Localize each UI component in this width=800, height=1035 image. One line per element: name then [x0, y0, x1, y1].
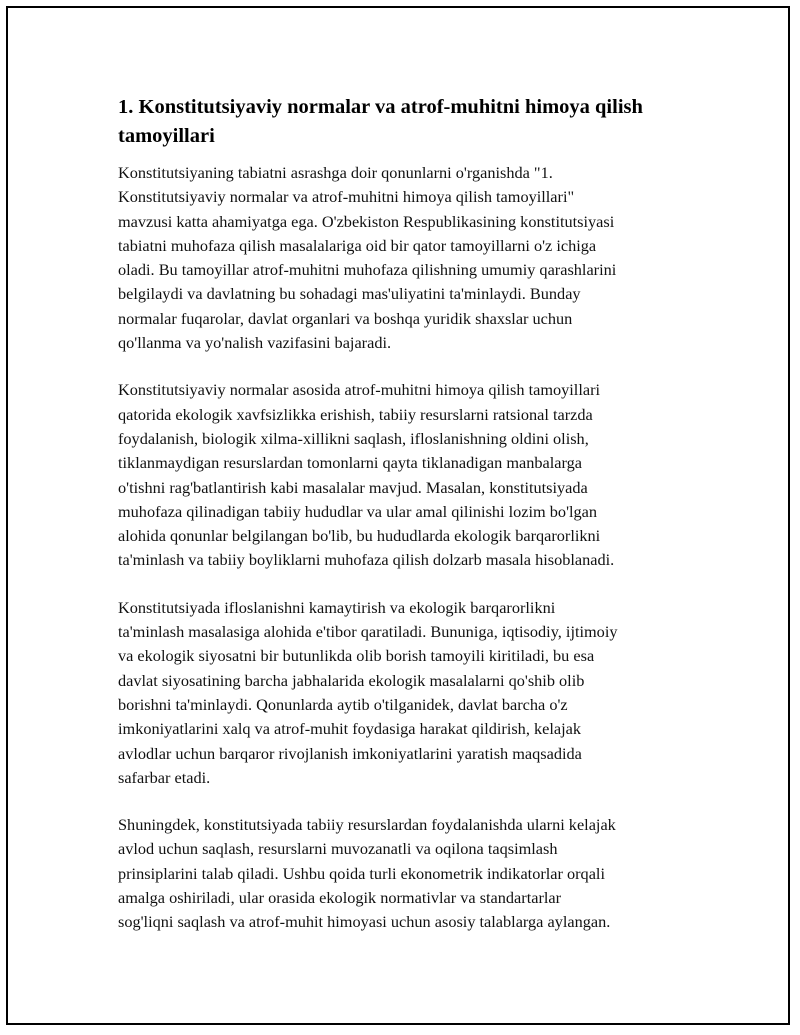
paragraph-2: Konstitutsiyaviy normalar asosida atrof-muhitni himoya qilish tamoyillari qatorida ekologik xavfsizlikka erishish, tabiiy resurslarni ratsional tarzda foydalanish, biologik xilma-xillikni saqlash, ifloslanishning oldini olish, tiklanmaydigan resurslardan tomonlarni qayta tiklanadigan manbalarga o'tishni rag'batlantirish kabi masalalar mavjud. Masalan, konstitutsiyada muhofaza qilinadigan tabiiy hududlar va ular amal qilinishi lozim bo'lgan alohida qonunlar belgilangan bo'lib, bu hududlarda ekologik barqarorlikni ta'minlash va tabiiy boyliklarni muhofaza qilish dolzarb masala hisoblanadi. [118, 380, 615, 570]
document-title: 1. Konstitutsiyaviy normalar va atrof-muhitni himoya qilish tamoyillari [118, 96, 643, 147]
document-body [118, 93, 688, 958]
paragraph-4: Shuningdek, konstitutsiyada tabiiy resurslardan foydalanishda ularni kelajak avlod uchun saqlash, resurslarni muvozanatli va oqilona taqsimlash prinsiplarini talab qiladi. Ushbu qoida turli ekonometrik indikatorlar orqali amalga oshiriladi, ular orasida ekologik normativlar va standartarlar sog'liqni saqlash va atrof-muhit himoyasi uchun asosiy talablarga aylangan. [118, 815, 616, 932]
paragraph-1: Konstitutsiyaning tabiatni asrashga doir qonunlarni o'rganishda "1. Konstitutsiyaviy normalar va atrof-muhitni himoya qilish tamoyillari" mavzusi katta ahamiyatga ega. O'zbekiston Respublikasining konstitutsiyasi tabiatni muhofaza qilish masalalariga oid bir qator tamoyillarni o'z ichiga oladi. Bu tamoyillar atrof-muhitni muhofaza qilishning umumiy qarashlarini belgilaydi va davlatning bu sohadagi mas'uliyatini ta'minlaydi. Bunday normalar fuqarolar, davlat organlari va boshqa yuridik shaxslar uchun qo'llanma va yo'nalish vazifasini bajaradi. [118, 163, 617, 353]
paragraph-3: Konstitutsiyada ifloslanishni kamaytirish va ekologik barqarorlikni ta'minlash masalasiga alohida e'tibor qaratiladi. Bununiga, iqtisodiy, ijtimoiy va ekologik siyosatni bir butunlikda olib borish tamoyili kiritiladi, bu esa davlat siyosatining barcha jabhalarida ekologik masalalarni qo'shib olib borishni ta'minlaydi. Qonunlarda aytib o'tilganidek, davlat barcha o'z imkoniyatlarini xalq va atrof-muhit foydasiga harakat qildirish, kelajak avlodlar uchun barqaror rivojlanish imkoniyatlarini yaratish maqsadida safarbar etadi. [118, 597, 618, 787]
